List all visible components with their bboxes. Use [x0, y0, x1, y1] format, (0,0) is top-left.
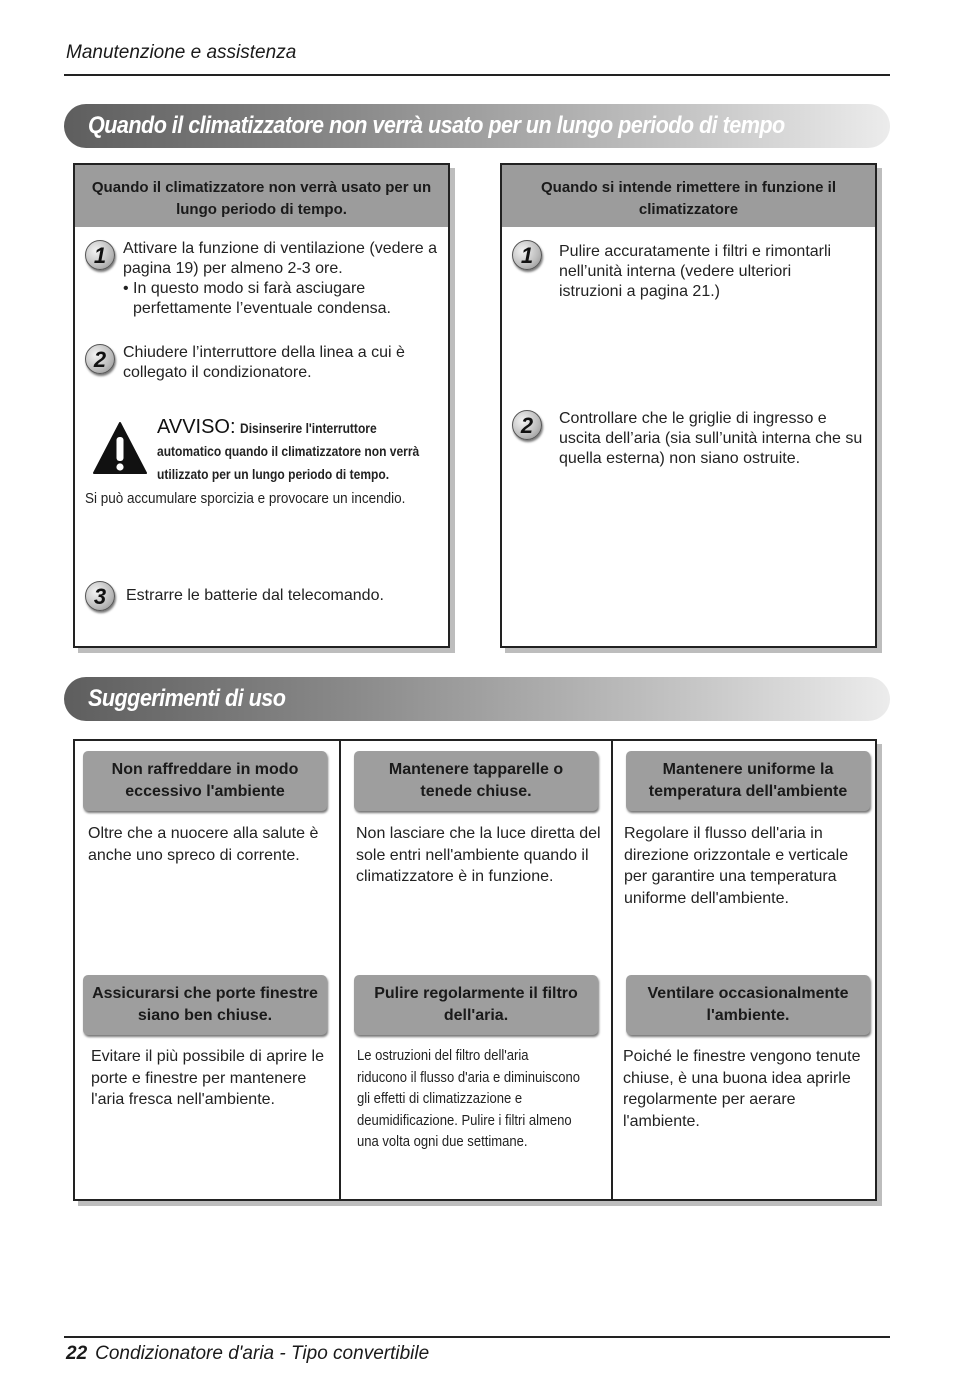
warning-line: Disinserire l'interruttore — [240, 420, 377, 436]
title-line: Assicurarsi che porte finestre — [92, 985, 318, 1002]
text-line: Chiudere l’interruttore della linea a cui è — [123, 344, 405, 361]
tip-title-1 — [83, 751, 327, 811]
text-line: perfettamente l’eventuale condensa. — [133, 300, 391, 317]
text-line: l'ambiente. — [623, 1112, 700, 1130]
warning-line: automatico quando il climatizzatore non verrà — [157, 443, 420, 459]
text-line: Regolare il flusso dell'aria in — [624, 825, 823, 842]
tip-text-4 — [91, 1046, 324, 1111]
page-number: 22 — [66, 1343, 88, 1364]
text-line: • In questo modo si farà asciugare — [123, 280, 366, 297]
banner-title: Quando il climatizzatore non verrà usato per un lungo periodo di tempo — [88, 112, 785, 139]
title-line: Non raffreddare in modo — [111, 761, 299, 778]
text-line: quella esterna) non siano ostruite. — [559, 450, 801, 467]
text-line: nell’unità interna (vedere ulteriori — [559, 263, 792, 280]
title-line: Mantenere uniforme la — [662, 761, 834, 778]
title-line: siano ben chiuse. — [137, 1007, 273, 1024]
step-badge-2 — [512, 410, 542, 440]
step-number: 3 — [93, 584, 107, 609]
text-line: sole entri nell'ambiente quando il — [356, 846, 589, 864]
title-line: eccessivo l'ambiente — [125, 783, 285, 800]
text-line: Le ostruzioni del filtro dell'aria — [357, 1048, 529, 1064]
title-line: Pulire regolarmente il filtro — [374, 985, 578, 1002]
text-line: Evitare il più possibile di aprire le — [91, 1048, 324, 1065]
step-number: 2 — [93, 347, 107, 372]
text-line: gli effetti di climatizzazione e — [357, 1091, 523, 1107]
card-title — [502, 165, 875, 227]
text-line: Estrarre le batterie dal telecomando. — [126, 587, 384, 604]
title-line: temperatura dell'ambiente — [648, 783, 848, 800]
tip-text-2 — [356, 823, 601, 888]
step-badge-1 — [512, 240, 542, 270]
right-step-2-text — [559, 409, 862, 469]
step-badge-1 — [85, 240, 115, 270]
step-number: 1 — [93, 243, 107, 268]
card-title-text: Quando si intende rimettere in funzione il climatizzatore — [540, 179, 837, 218]
tip-title-2 — [354, 751, 598, 811]
title-line: Ventilare occasionalmente — [647, 985, 849, 1002]
tip-title-6 — [626, 975, 870, 1035]
tip-title-3 — [626, 751, 870, 811]
step-badge-2 — [85, 344, 115, 374]
warning-label: AVVISO: — [157, 416, 236, 438]
grid-divider — [339, 741, 341, 1199]
section-banner-tips — [64, 677, 890, 721]
title-line: tenede chiuse. — [420, 783, 532, 800]
text-line: climatizzatore è in funzione. — [356, 868, 554, 885]
title-line: Mantenere tapparelle o — [388, 761, 564, 778]
left-step-2-text — [123, 343, 405, 383]
text-line: anche uno spreco di corrente. — [88, 846, 300, 864]
text-line: istruzioni a pagina 21.) — [559, 283, 720, 300]
step-number: 2 — [520, 413, 534, 438]
text-line: l'aria fresca nell'ambiente. — [91, 1091, 275, 1108]
card-long-period-shutdown — [73, 163, 450, 648]
section-header: Manutenzione e assistenza — [66, 42, 297, 63]
card-title-text: Quando il climatizzatore non verrà usato per un lungo periodo di tempo. — [91, 179, 432, 218]
grid-divider — [611, 741, 613, 1199]
text-line: regolarmente per aerare — [623, 1091, 796, 1108]
card-restart-operation — [500, 163, 877, 648]
footer-rule — [64, 1336, 890, 1338]
text-line: chiuse, è una buona idea aprirle — [623, 1069, 851, 1087]
text-line: Attivare la funzione di ventilazione (vedere a — [123, 240, 437, 257]
text-line: collegato il condizionatore. — [123, 364, 312, 381]
text-line: porte e finestre per mantenere — [91, 1069, 307, 1087]
tip-text-5 — [357, 1046, 580, 1154]
step-number: 1 — [520, 243, 534, 268]
text-line: riducono il flusso d'aria e diminuiscono — [357, 1069, 581, 1086]
section-banner-long-period — [64, 104, 890, 148]
tip-text-6 — [623, 1046, 861, 1132]
text-line: deumidificazione. Pulire i filtri almeno — [357, 1112, 572, 1129]
card-title — [75, 165, 448, 227]
text-line: direzione orizzontale e verticale — [624, 846, 849, 864]
text-line: per garantire una temperatura — [624, 868, 837, 885]
tip-title-5 — [354, 975, 598, 1035]
header-rule — [64, 74, 890, 76]
tip-text-1 — [88, 823, 318, 866]
tip-title-4 — [83, 975, 327, 1035]
text-line: Pulire accuratamente i filtri e rimontarli — [559, 243, 832, 260]
text-line: Poiché le finestre vengono tenute — [623, 1048, 861, 1065]
warning-note: Si può accumulare sporcizia e provocare un incendio. — [85, 490, 406, 507]
title-line: l'ambiente. — [706, 1007, 790, 1024]
title-line: dell'aria. — [443, 1007, 509, 1024]
banner-title: Suggerimenti di uso — [88, 685, 286, 712]
right-step-1-text — [559, 242, 831, 302]
step-badge-3 — [85, 581, 115, 611]
tip-text-3 — [624, 823, 848, 909]
left-step-3-text — [126, 586, 384, 606]
page-footer — [66, 1343, 429, 1365]
warning-text — [157, 416, 462, 486]
text-line: una volta ogni due settimane. — [357, 1134, 528, 1150]
warning-line: utilizzato per un lungo periodo di tempo. — [157, 466, 390, 482]
text-line: Non lasciare che la luce diretta del — [356, 825, 601, 842]
text-line: uscita dell’aria (sia sull’unità interna che su — [559, 430, 863, 447]
footer-title: Condizionatore d'aria - Tipo convertibile — [95, 1343, 430, 1364]
text-line: Controllare che le griglie di ingresso e — [559, 410, 827, 427]
left-step-1-text — [123, 239, 437, 319]
text-line: pagina 19) per almeno 2-3 ore. — [123, 260, 343, 277]
text-line: Oltre che a nuocere alla salute è — [88, 825, 319, 842]
warning-triangle-icon — [92, 420, 148, 476]
text-line: uniforme dell'ambiente. — [624, 889, 789, 907]
